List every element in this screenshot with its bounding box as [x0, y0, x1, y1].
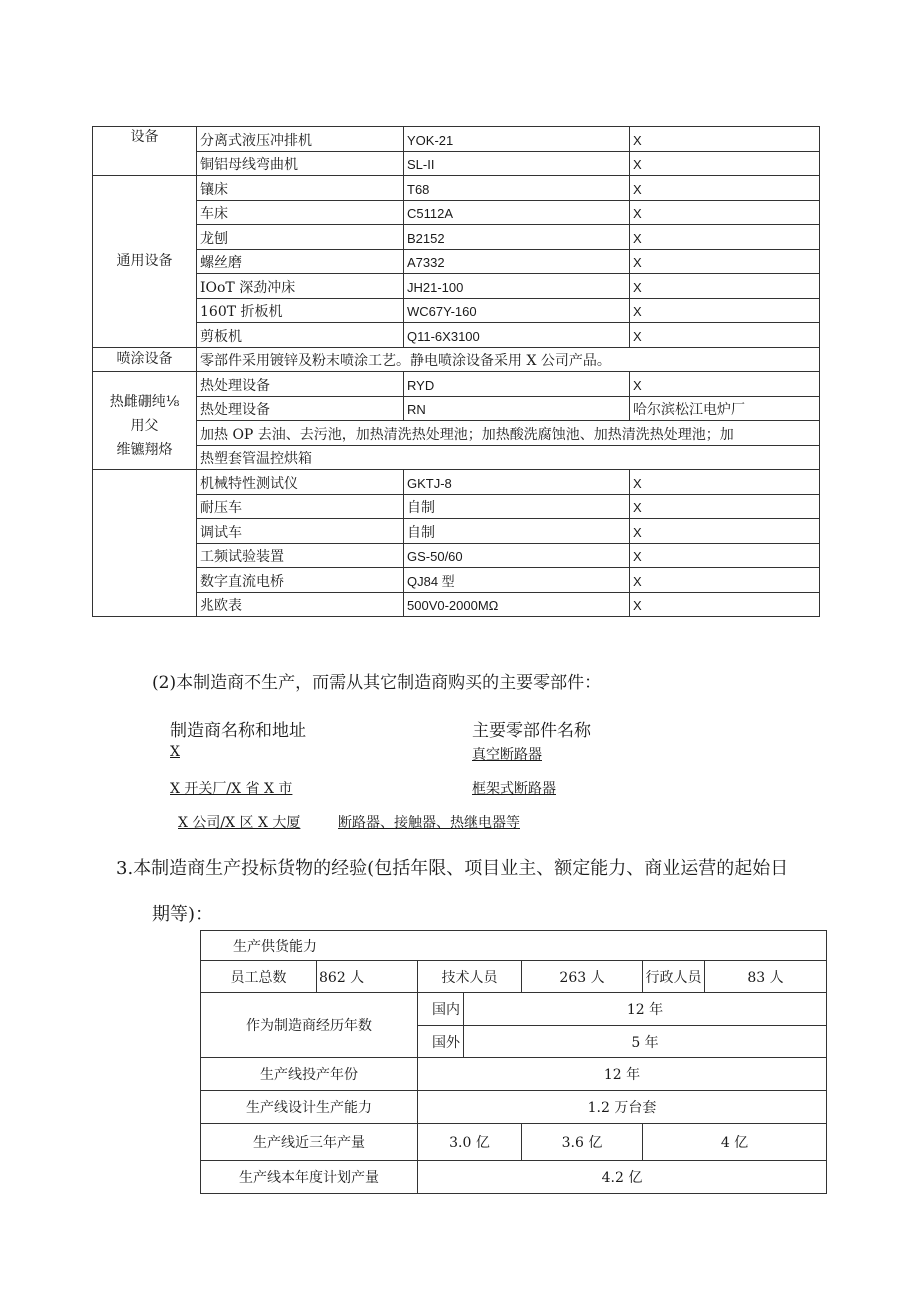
equipment-maker: X [630, 200, 820, 225]
plan-value: 4.2 亿 [418, 1161, 827, 1194]
equipment-model: JH21-100 [404, 274, 630, 299]
capability-table [200, 930, 827, 1194]
equipment-maker: X [630, 127, 820, 152]
equipment-model: RYD [404, 372, 630, 397]
equipment-name: 热处理设备 [197, 396, 404, 421]
section3-line2: 期等)： [152, 904, 214, 925]
section2-heading: (2)本制造商不生产，而需从其它制造商购买的主要零部件： [152, 673, 602, 693]
foreign-label: 国外 [418, 1026, 464, 1058]
foreign-value: 5 年 [464, 1026, 827, 1058]
equipment-model: T68 [404, 176, 630, 201]
category-test-equipment [93, 470, 197, 617]
domestic-label: 国内 [418, 993, 464, 1026]
staff-total-label: 员工总数 [201, 961, 317, 993]
equipment-maker: X [630, 176, 820, 201]
equipment-model: B2152 [404, 225, 630, 250]
equipment-maker: X [630, 249, 820, 274]
equipment-name: 分离式液压冲排机 [197, 127, 404, 152]
equipment-table [92, 126, 820, 617]
supplier-parts: 框架式断路器 [472, 781, 556, 797]
equipment-model: YOK-21 [404, 127, 630, 152]
category-heat-line3: 维镳翔烙 [116, 442, 173, 458]
heat-process-description: 加热 OP 去油、去污池，加热清洗热处理池；加热酸洗腐蚀池、加热清洗热处理池；加 [197, 421, 820, 446]
equipment-name: IOoT 深劲冲床 [197, 274, 404, 299]
supplier-name: X 开关厂/X 省 X 市 [170, 781, 293, 797]
output-3y-label: 生产线近三年产量 [201, 1124, 418, 1161]
equipment-model: QJ84 型 [404, 568, 630, 593]
equipment-model: A7332 [404, 249, 630, 274]
equipment-maker: X [630, 298, 820, 323]
tech-staff-value: 263 人 [522, 961, 643, 993]
equipment-name: 车床 [197, 200, 404, 225]
equipment-model: 自制 [404, 494, 630, 519]
domestic-value: 12 年 [464, 993, 827, 1026]
equipment-maker: X [630, 372, 820, 397]
col-parts-heading: 主要零部件名称 [472, 721, 591, 741]
equipment-model: GKTJ-8 [404, 470, 630, 495]
equipment-maker: X [630, 225, 820, 250]
col-maker-heading: 制造商名称和地址 [170, 721, 306, 741]
design-capacity-label: 生产线设计生产能力 [201, 1091, 418, 1124]
equipment-model: GS-50/60 [404, 543, 630, 568]
supplier-name: X 公司/X 区 X 大厦 [178, 815, 301, 831]
equipment-maker: X [630, 494, 820, 519]
equipment-maker: X [630, 323, 820, 348]
category-equipment: 设备 [93, 127, 197, 176]
equipment-model: WC67Y-160 [404, 298, 630, 323]
admin-staff-label: 行政人员 [643, 961, 705, 993]
line-start-label: 生产线投产年份 [201, 1058, 418, 1091]
equipment-maker: 哈尔滨松江电炉厂 [630, 396, 820, 421]
equipment-name: 数字直流电桥 [197, 568, 404, 593]
section3-line1: 3.本制造商生产投标货物的经验(包括年限、项目业主、额定能力、商业运营的起始日 [116, 858, 789, 879]
equipment-maker: X [630, 151, 820, 176]
equipment-maker: X [630, 470, 820, 495]
category-heat-line2: 用父 [130, 418, 159, 434]
spray-description: 零部件采用镀锌及粉末喷涂工艺。静电喷涂设备采用 X 公司产品。 [197, 347, 820, 372]
equipment-name: 工频试验装置 [197, 543, 404, 568]
supplier-parts: 真空断路器 [472, 747, 542, 763]
design-capacity-value: 1.2 万台套 [418, 1091, 827, 1124]
equipment-name: 机械特性测试仪 [197, 470, 404, 495]
category-heat-line1: 热雌硼纯⅛ [109, 394, 180, 410]
equipment-name: 螺丝磨 [197, 249, 404, 274]
output-year-value: 3.6 亿 [522, 1124, 643, 1161]
equipment-name: 龙刨 [197, 225, 404, 250]
equipment-maker: X [630, 592, 820, 617]
equipment-model: C5112A [404, 200, 630, 225]
supplier-parts: 断路器、接触器、热继电器等 [338, 815, 520, 831]
equipment-model: Q11-6X3100 [404, 323, 630, 348]
equipment-model: 500V0-2000MΩ [404, 592, 630, 617]
equipment-name: 剪板机 [197, 323, 404, 348]
equipment-model: SL-II [404, 151, 630, 176]
equipment-name: 铜铝母线弯曲机 [197, 151, 404, 176]
tech-staff-label: 技术人员 [418, 961, 522, 993]
output-year-value: 3.0 亿 [418, 1124, 522, 1161]
admin-staff-value: 83 人 [705, 961, 827, 993]
equipment-name: 160T 折板机 [197, 298, 404, 323]
category-general-equipment: 通用设备 [93, 176, 197, 348]
equipment-name: 调试车 [197, 519, 404, 544]
plan-label: 生产线本年度计划产量 [201, 1161, 418, 1194]
equipment-name: 兆欧表 [197, 592, 404, 617]
equipment-name: 耐压车 [197, 494, 404, 519]
equipment-model: RN [404, 396, 630, 421]
output-year-value: 4 亿 [643, 1124, 827, 1161]
equipment-model: 自制 [404, 519, 630, 544]
capability-title: 生产供货能力 [201, 931, 827, 961]
history-label: 作为制造商经历年数 [201, 993, 418, 1058]
equipment-name: 热塑套管温控烘箱 [197, 445, 820, 470]
equipment-maker: X [630, 274, 820, 299]
equipment-maker: X [630, 568, 820, 593]
equipment-name: 镶床 [197, 176, 404, 201]
equipment-name: 热处理设备 [197, 372, 404, 397]
supplier-name: X [170, 744, 180, 760]
equipment-maker: X [630, 519, 820, 544]
line-start-value: 12 年 [418, 1058, 827, 1091]
staff-total-value: 862 人 [317, 961, 418, 993]
equipment-maker: X [630, 543, 820, 568]
category-spray-equipment: 喷涂设备 [93, 347, 197, 372]
category-heat-treatment [93, 372, 197, 470]
